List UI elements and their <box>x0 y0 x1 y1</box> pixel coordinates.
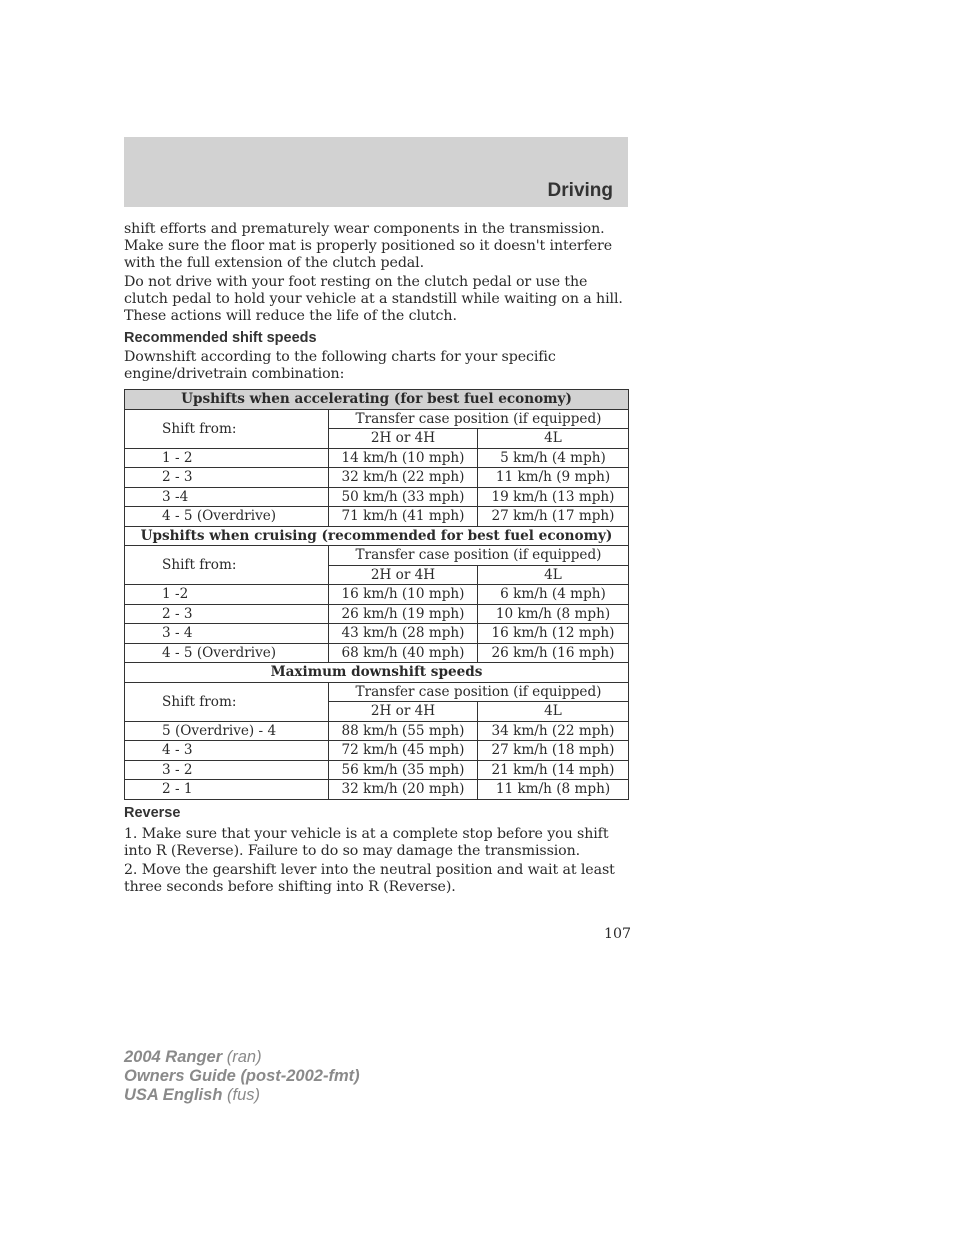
table-row <box>125 468 629 488</box>
footer-line-2 <box>124 1067 360 1086</box>
transfer-case-header: Transfer case position (if equipped) <box>329 409 629 429</box>
speed-4l-cell: 21 km/h (14 mph) <box>478 760 629 780</box>
reverse-heading: Reverse <box>124 804 181 821</box>
table-row <box>125 448 629 468</box>
reverse-step-2: 2. Move the gearshift lever into the neutral position and wait at least three seconds before shifting into R (Reverse). <box>124 861 615 895</box>
transfer-case-header: Transfer case position (if equipped) <box>329 682 629 702</box>
shift-from-cell: 3 - 2 <box>125 760 329 780</box>
reverse-step-1: 1. Make sure that your vehicle is at a complete stop before you shift into R (Reverse). Failure to do so may damage the transmission. <box>124 825 609 859</box>
speed-2h-4h-cell: 71 km/h (41 mph) <box>329 507 478 527</box>
shift-from-header: Shift from: <box>125 682 329 721</box>
speed-4l-cell: 11 km/h (9 mph) <box>478 468 629 488</box>
speed-4l-cell: 5 km/h (4 mph) <box>478 448 629 468</box>
shift-from-cell: 2 - 3 <box>125 604 329 624</box>
col-4l-header: 4L <box>478 429 629 449</box>
shift-from-cell: 4 - 3 <box>125 741 329 761</box>
speed-2h-4h-cell: 32 km/h (22 mph) <box>329 468 478 488</box>
shift-from-cell: 3 -4 <box>125 487 329 507</box>
table-section-title: Upshifts when cruising (recommended for best fuel economy) <box>125 526 629 546</box>
speed-4l-cell: 27 km/h (18 mph) <box>478 741 629 761</box>
table-row <box>125 643 629 663</box>
section-header-band <box>124 137 628 207</box>
table-section-title-row <box>125 390 629 410</box>
speed-4l-cell: 11 km/h (8 mph) <box>478 780 629 800</box>
speed-4l-cell: 16 km/h (12 mph) <box>478 624 629 644</box>
document-footer <box>124 1048 360 1105</box>
speed-2h-4h-cell: 26 km/h (19 mph) <box>329 604 478 624</box>
speed-2h-4h-cell: 43 km/h (28 mph) <box>329 624 478 644</box>
speed-2h-4h-cell: 16 km/h (10 mph) <box>329 585 478 605</box>
speed-4l-cell: 34 km/h (22 mph) <box>478 721 629 741</box>
speed-2h-4h-cell: 56 km/h (35 mph) <box>329 760 478 780</box>
shift-from-cell: 5 (Overdrive) - 4 <box>125 721 329 741</box>
table-header-row <box>125 409 629 429</box>
footer-guide: Owners Guide (post-2002-fmt) <box>124 1067 360 1085</box>
shift-from-cell: 2 - 1 <box>125 780 329 800</box>
speed-2h-4h-cell: 14 km/h (10 mph) <box>329 448 478 468</box>
page-content <box>124 221 628 898</box>
shift-from-cell: 1 -2 <box>125 585 329 605</box>
table-header-row <box>125 546 629 566</box>
table-header-row <box>125 682 629 702</box>
speed-4l-cell: 26 km/h (16 mph) <box>478 643 629 663</box>
shift-from-header: Shift from: <box>125 546 329 585</box>
footer-model: 2004 Ranger <box>124 1048 223 1066</box>
speed-4l-cell: 6 km/h (4 mph) <box>478 585 629 605</box>
footer-language-code: (fus) <box>222 1086 260 1104</box>
paragraph-clutch-pedal: Do not drive with your foot resting on the clutch pedal or use the clutch pedal to hold your vehicle at a standstill while waiting on a hill. These actions will reduce the life of the clutch. <box>124 274 623 324</box>
col-2h-4h-header: 2H or 4H <box>329 429 478 449</box>
table-section-title: Maximum downshift speeds <box>125 663 629 683</box>
table-row <box>125 487 629 507</box>
table-section-title-row <box>125 663 629 683</box>
footer-language: USA English <box>124 1086 223 1104</box>
table-row <box>125 760 629 780</box>
paragraph-clutch-wear: shift efforts and prematurely wear components in the transmission. Make sure the floor mat is properly positioned so it doesn't interfere with the full extension of the clutch pedal. <box>124 221 613 271</box>
shift-from-header: Shift from: <box>125 409 329 448</box>
footer-line-3 <box>124 1086 360 1105</box>
shift-speeds-table <box>124 389 629 800</box>
table-row <box>125 741 629 761</box>
shift-from-cell: 2 - 3 <box>125 468 329 488</box>
shift-speeds-heading: Recommended shift speeds <box>124 330 317 346</box>
footer-model-code: (ran) <box>222 1048 262 1066</box>
shift-from-cell: 3 - 4 <box>125 624 329 644</box>
footer-line-1 <box>124 1048 360 1067</box>
speed-4l-cell: 19 km/h (13 mph) <box>478 487 629 507</box>
transfer-case-header: Transfer case position (if equipped) <box>329 546 629 566</box>
col-4l-header: 4L <box>478 702 629 722</box>
speed-2h-4h-cell: 50 km/h (33 mph) <box>329 487 478 507</box>
col-2h-4h-header: 2H or 4H <box>329 702 478 722</box>
speed-4l-cell: 10 km/h (8 mph) <box>478 604 629 624</box>
speed-2h-4h-cell: 32 km/h (20 mph) <box>329 780 478 800</box>
speed-2h-4h-cell: 68 km/h (40 mph) <box>329 643 478 663</box>
page-number: 107 <box>604 926 632 942</box>
table-row <box>125 507 629 527</box>
shift-from-cell: 4 - 5 (Overdrive) <box>125 643 329 663</box>
shift-from-cell: 4 - 5 (Overdrive) <box>125 507 329 527</box>
shift-speeds-intro: Downshift according to the following charts for your specific engine/drivetrain combination: <box>124 349 556 382</box>
shift-from-cell: 1 - 2 <box>125 448 329 468</box>
table-row <box>125 780 629 800</box>
section-title: Driving <box>547 180 613 201</box>
table-row <box>125 721 629 741</box>
table-row <box>125 585 629 605</box>
table-row <box>125 624 629 644</box>
speed-4l-cell: 27 km/h (17 mph) <box>478 507 629 527</box>
table-section-title-row <box>125 526 629 546</box>
table-row <box>125 604 629 624</box>
col-2h-4h-header: 2H or 4H <box>329 565 478 585</box>
speed-2h-4h-cell: 88 km/h (55 mph) <box>329 721 478 741</box>
col-4l-header: 4L <box>478 565 629 585</box>
speed-2h-4h-cell: 72 km/h (45 mph) <box>329 741 478 761</box>
table-section-title: Upshifts when accelerating (for best fuel economy) <box>125 390 629 410</box>
